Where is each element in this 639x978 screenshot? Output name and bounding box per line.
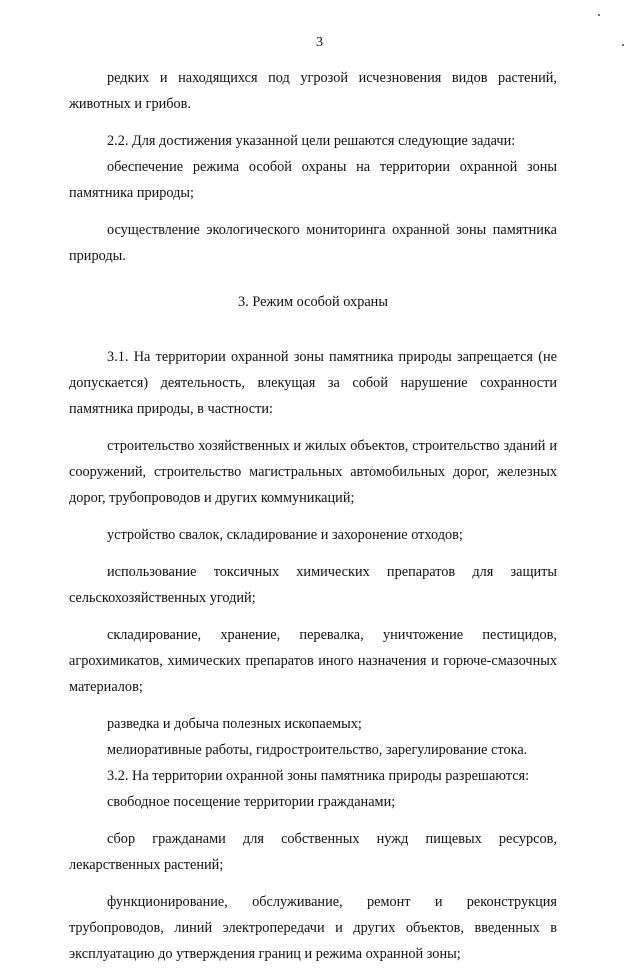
scan-speck [598,14,600,16]
paragraph: свободное посещение территории гражданами; [107,794,396,810]
paragraph: сбор гражданами для собственных нужд пищевых ресурсов, лекарственных растений; [69,831,557,873]
paragraph: складирование, хранение, перевалка, уничтожение пестицидов, агрохимикатов, химических препаратов иного назначения и горюче-смазочных материалов; [69,627,557,695]
paragraph: использование токсичных химических препаратов для защиты сельскохозяйственных угодий; [69,564,557,606]
paragraph: 2.2. Для достижения указанной цели решаются следующие задачи: [107,133,516,149]
scan-speck [622,44,624,46]
paragraph: 3.2. На территории охранной зоны памятника природы разрешаются: [107,768,530,784]
paragraph: функционирование, обслуживание, ремонт и реконструкция трубопроводов, линий электропередачи и других объектов, введенных в эксплуатацию до утверждения границ и режима охранной зоны; [69,894,557,962]
paragraph: редких и находящихся под угрозой исчезновения видов растений, животных и грибов. [69,70,557,112]
document-body [69,65,557,978]
paragraph: разведка и добыча полезных ископаемых; [107,716,362,732]
page-number: 3 [316,35,323,50]
paragraph: строительство хозяйственных и жилых объектов, строительство зданий и сооружений, строительство магистральных автомобильных дорог, железных дорог, трубопроводов и других коммуникаций; [69,438,557,506]
paragraph: осуществление экологического мониторинга охранной зоны памятника природы. [69,222,557,264]
paragraph: устройство свалок, складирование и захоронение отходов; [107,527,463,543]
section-heading: 3. Режим особой охраны [238,294,388,310]
paragraph: 3.1. На территории охранной зоны памятника природы запрещается (не допускается) деятельность, влекущая за собой нарушение сохранности памятника природы, в частности: [69,349,557,417]
paragraph: мелиоративные работы, гидростроительство, зарегулирование стока. [107,742,528,758]
paragraph: обеспечение режима особой охраны на территории охранной зоны памятника природы; [69,159,557,201]
